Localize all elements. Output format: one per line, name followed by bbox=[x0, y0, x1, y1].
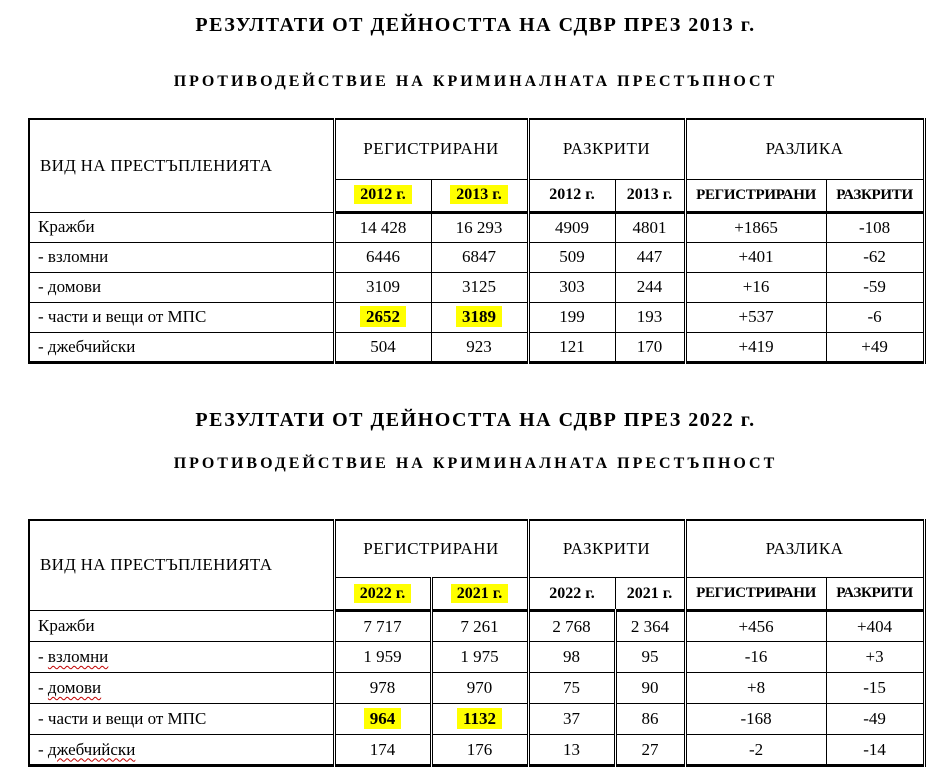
data-cell: 978 bbox=[334, 673, 431, 704]
data-cell: 170 bbox=[615, 332, 685, 362]
row-label: - домови bbox=[29, 272, 334, 302]
highlighted-value: 2652 bbox=[360, 306, 406, 327]
data-cell: 27 bbox=[615, 735, 685, 766]
data-cell: 13 bbox=[528, 735, 615, 766]
data-cell: 174 bbox=[334, 735, 431, 766]
data-cell: 7 261 bbox=[431, 611, 528, 642]
group-header-solved: РАЗКРИТИ bbox=[528, 520, 685, 578]
table-row-pickpocket bbox=[29, 332, 924, 362]
data-cell: -16 bbox=[685, 642, 826, 673]
group-header-registered: РЕГИСТРИРАНИ bbox=[334, 520, 528, 578]
data-cell: 4909 bbox=[528, 212, 615, 242]
row-label: - части и вещи от МПС bbox=[29, 302, 334, 332]
highlighted-value: 1132 bbox=[457, 708, 502, 729]
table-row-burglary bbox=[29, 642, 924, 673]
table-row-thefts bbox=[29, 212, 924, 242]
report-title-2022: РЕЗУЛТАТИ ОТ ДЕЙНОСТТА НА СДВР ПРЕЗ 2022 г. bbox=[195, 408, 756, 431]
table-row-vehicle-parts bbox=[29, 302, 924, 332]
data-cell: 509 bbox=[528, 242, 615, 272]
misspelled-word: взломни bbox=[47, 647, 109, 666]
data-cell: 75 bbox=[528, 673, 615, 704]
data-cell: 970 bbox=[431, 673, 528, 704]
data-cell: -15 bbox=[826, 673, 924, 704]
data-cell: 14 428 bbox=[334, 212, 431, 242]
subheader-solved-year2: 2021 г. bbox=[615, 578, 685, 611]
subheader-registered-year2 bbox=[431, 578, 528, 611]
table-row-pickpocket bbox=[29, 735, 924, 766]
year-label-highlighted: 2021 г. bbox=[451, 584, 508, 603]
row-label: Кражби bbox=[29, 611, 334, 642]
table-row-burglary bbox=[29, 242, 924, 272]
data-cell: 3125 bbox=[431, 272, 528, 302]
group-header-difference: РАЗЛИКА bbox=[685, 520, 924, 578]
crime-stats-table-2022 bbox=[28, 519, 926, 768]
data-cell: 504 bbox=[334, 332, 431, 362]
data-cell: +456 bbox=[685, 611, 826, 642]
data-cell: 1 959 bbox=[334, 642, 431, 673]
data-cell: +16 bbox=[685, 272, 826, 302]
data-cell: +401 bbox=[685, 242, 826, 272]
data-cell: 90 bbox=[615, 673, 685, 704]
year-label-highlighted: 2022 г. bbox=[354, 584, 411, 603]
data-cell: 244 bbox=[615, 272, 685, 302]
data-cell: -59 bbox=[826, 272, 924, 302]
subheader-solved-year1: 2012 г. bbox=[528, 179, 615, 212]
highlighted-value: 3189 bbox=[456, 306, 502, 327]
data-cell bbox=[334, 704, 431, 735]
data-cell: -49 bbox=[826, 704, 924, 735]
data-cell: 6847 bbox=[431, 242, 528, 272]
data-cell: -62 bbox=[826, 242, 924, 272]
data-cell: 176 bbox=[431, 735, 528, 766]
row-label: - взломни bbox=[29, 642, 334, 673]
data-cell: 98 bbox=[528, 642, 615, 673]
data-cell: +537 bbox=[685, 302, 826, 332]
data-cell bbox=[431, 704, 528, 735]
data-cell: +404 bbox=[826, 611, 924, 642]
data-cell: 199 bbox=[528, 302, 615, 332]
data-cell: -168 bbox=[685, 704, 826, 735]
report-title-2013: РЕЗУЛТАТИ ОТ ДЕЙНОСТТА НА СДВР ПРЕЗ 2013 г. bbox=[195, 14, 756, 36]
data-cell: +49 bbox=[826, 332, 924, 362]
data-cell bbox=[431, 302, 528, 332]
report-subtitle-2013: ПРОТИВОДЕЙСТВИЕ НА КРИМИНАЛНАТА ПРЕСТЪПНОСТ bbox=[173, 73, 778, 90]
table-row-home bbox=[29, 673, 924, 704]
subheader-registered-year1 bbox=[334, 179, 431, 212]
data-cell: +1865 bbox=[685, 212, 826, 242]
data-cell: +3 bbox=[826, 642, 924, 673]
subheader-diff-solved: РАЗКРИТИ bbox=[826, 578, 924, 611]
subheader-solved-year2: 2013 г. bbox=[615, 179, 685, 212]
data-cell: 923 bbox=[431, 332, 528, 362]
data-cell: 3109 bbox=[334, 272, 431, 302]
column-header-crime-type: ВИД НА ПРЕСТЪПЛЕНИЯТА bbox=[29, 119, 334, 212]
subheader-diff-registered: РЕГИСТРИРАНИ bbox=[685, 578, 826, 611]
data-cell: 16 293 bbox=[431, 212, 528, 242]
data-cell: 2 768 bbox=[528, 611, 615, 642]
year-label-highlighted: 2012 г. bbox=[354, 185, 411, 204]
crime-stats-table-2013 bbox=[28, 118, 926, 364]
misspelled-word: домови bbox=[47, 678, 102, 697]
data-cell: 37 bbox=[528, 704, 615, 735]
row-label: - части и вещи от МПС bbox=[29, 704, 334, 735]
data-cell bbox=[334, 302, 431, 332]
table-row-home bbox=[29, 272, 924, 302]
data-cell: -6 bbox=[826, 302, 924, 332]
data-cell: 2 364 bbox=[615, 611, 685, 642]
data-cell: 95 bbox=[615, 642, 685, 673]
data-cell: +8 bbox=[685, 673, 826, 704]
highlighted-value: 964 bbox=[364, 708, 402, 729]
row-label: Кражби bbox=[29, 212, 334, 242]
row-label: - взломни bbox=[29, 242, 334, 272]
data-cell: 6446 bbox=[334, 242, 431, 272]
data-cell: +419 bbox=[685, 332, 826, 362]
data-cell: 193 bbox=[615, 302, 685, 332]
row-label: - джебчийски bbox=[29, 735, 334, 766]
row-label: - домови bbox=[29, 673, 334, 704]
group-header-difference: РАЗЛИКА bbox=[685, 119, 924, 179]
data-cell: 7 717 bbox=[334, 611, 431, 642]
data-cell: 447 bbox=[615, 242, 685, 272]
subheader-solved-year1: 2022 г. bbox=[528, 578, 615, 611]
data-cell: -2 bbox=[685, 735, 826, 766]
subheader-registered-year1 bbox=[334, 578, 431, 611]
table-row-thefts bbox=[29, 611, 924, 642]
report-subtitle-2022: ПРОТИВОДЕЙСТВИЕ НА КРИМИНАЛНАТА ПРЕСТЪПНОСТ bbox=[173, 454, 778, 472]
column-header-crime-type: ВИД НА ПРЕСТЪПЛЕНИЯТА bbox=[29, 520, 334, 611]
group-header-solved: РАЗКРИТИ bbox=[528, 119, 685, 179]
table-row-vehicle-parts bbox=[29, 704, 924, 735]
year-label-highlighted: 2013 г. bbox=[450, 185, 507, 204]
subheader-registered-year2 bbox=[431, 179, 528, 212]
data-cell: 303 bbox=[528, 272, 615, 302]
data-cell: -108 bbox=[826, 212, 924, 242]
data-cell: 4801 bbox=[615, 212, 685, 242]
data-cell: 86 bbox=[615, 704, 685, 735]
group-header-registered: РЕГИСТРИРАНИ bbox=[334, 119, 528, 179]
subheader-diff-registered: РЕГИСТРИРАНИ bbox=[685, 179, 826, 212]
row-label: - джебчийски bbox=[29, 332, 334, 362]
misspelled-word: джебчийски bbox=[47, 739, 136, 759]
data-cell: -14 bbox=[826, 735, 924, 766]
subheader-diff-solved: РАЗКРИТИ bbox=[826, 179, 924, 212]
data-cell: 1 975 bbox=[431, 642, 528, 673]
data-cell: 121 bbox=[528, 332, 615, 362]
